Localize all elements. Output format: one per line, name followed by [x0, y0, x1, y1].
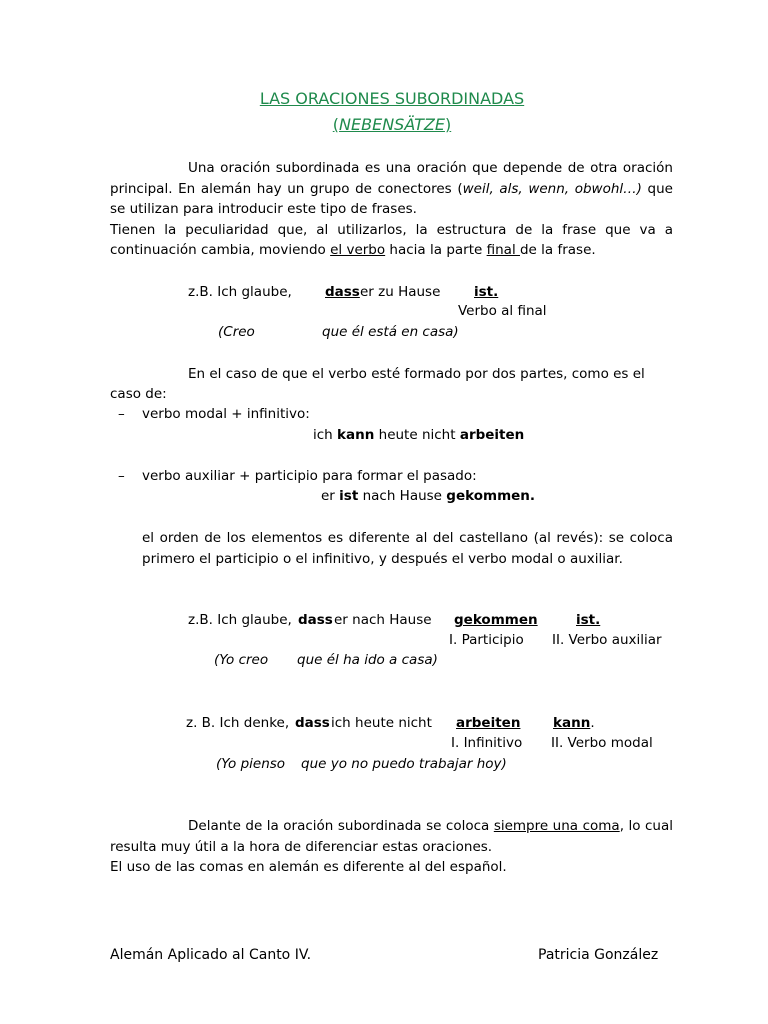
example2-conj: dass [298, 612, 333, 628]
example3-conj: dass [295, 715, 330, 731]
intro-text-b: que se utilizan para introducir este tipo de frases. [110, 180, 673, 217]
example2-aux: ist. [576, 612, 601, 628]
document-title: LAS ORACIONES SUBORDINADAS [259, 89, 525, 108]
example1-translation-b: que él está en casa) [322, 324, 459, 340]
connectors-list: weil, als, wenn, obwohl…) [462, 180, 642, 197]
comma-text-a: Delante de la oración subordinada se coloca [188, 818, 494, 834]
example2-label1: I. Participio [449, 632, 524, 648]
example3-modal [553, 717, 595, 731]
two-parts-text: En el caso de que el verbo esté formado por dos partes, como es el [188, 366, 645, 382]
example3-modal-word: kann [553, 715, 591, 731]
ex-verb: arbeiten [459, 427, 525, 443]
ex-word: heute nicht [374, 427, 460, 443]
list-item-1-example [313, 429, 524, 443]
example3-label2: II. Verbo modal [551, 735, 653, 751]
ex-word: nach Hause [358, 488, 447, 504]
example3-translation-b: que yo no puedo trabajar hoy) [301, 756, 507, 772]
comma-underlined: siempre una coma [493, 818, 620, 834]
intro-text-e: de la frase. [519, 242, 596, 258]
example1-prefix: z.B. Ich glaube, [188, 284, 292, 300]
order-note: el orden de los elementos es diferente al del castellano (al revés): se coloca primero el participio o el infinitivo, y después el verbo modal o auxiliar. [142, 530, 673, 567]
example1-middle: er zu Hause [360, 284, 441, 300]
example1-note: Verbo al final [458, 303, 547, 319]
example2-middle: er nach Hause [334, 612, 432, 628]
two-parts-line1 [110, 364, 673, 385]
subtitle-open: ( [332, 115, 340, 134]
comma-paragraph [110, 816, 673, 878]
example1-verb: ist. [474, 284, 499, 300]
example2-prefix: z.B. Ich glaube, [188, 612, 292, 628]
subtitle-word: NEBENSÄTZE [339, 115, 445, 134]
example1-translation-a: (Creo [218, 324, 255, 340]
example3-modal-period: . [590, 715, 595, 731]
example2-label2: II. Verbo auxiliar [552, 632, 662, 648]
list-item-2-example [321, 490, 535, 504]
list-item-2: verbo auxiliar + participio para formar el pasado: [142, 468, 477, 484]
list-item-1: verbo modal + infinitivo: [142, 406, 310, 422]
example3-middle: ich heute nicht [331, 715, 432, 731]
document-subtitle [0, 117, 768, 133]
example2-translation-b: que él ha ido a casa) [297, 652, 438, 668]
intro-text-c: Tienen la peculiaridad que, al utilizarlos, la estructura de la frase que va a continuación cambia, moviendo [110, 221, 673, 258]
ex-word: ich [313, 427, 338, 443]
example3-prefix: z. B. Ich denke, [186, 715, 290, 731]
intro-text-d: hacia la parte [385, 242, 487, 258]
ex-verb: gekommen. [446, 488, 536, 504]
footer-author: Patricia González [538, 947, 659, 963]
example2-participle: gekommen [454, 612, 538, 628]
example2-translation-a: (Yo creo [214, 652, 269, 668]
example1-conj: dass [325, 284, 360, 300]
verb-underlined: el verbo [330, 242, 386, 258]
ex-word: er [321, 488, 340, 504]
comma-text-c: El uso de las comas en alemán es diferente al del español. [110, 859, 507, 875]
comma-text-b: , lo cual resulta muy útil a la hora de diferenciar estas oraciones. [110, 818, 673, 855]
list-dash-2: – [118, 468, 125, 484]
intro-paragraph [110, 158, 673, 261]
example3-label1: I. Infinitivo [451, 735, 523, 751]
ex-verb: kann [337, 427, 375, 443]
intro-text-a: Una oración subordinada es una oración que depende de otra oración principal. En alemán hay un grupo de conectores ( [110, 160, 673, 197]
ex-verb: ist [339, 488, 359, 504]
two-parts-line2: caso de: [110, 386, 167, 402]
footer-course: Alemán Aplicado al Canto IV. [110, 947, 312, 963]
subtitle-close: ) [444, 115, 452, 134]
list-dash-1: – [118, 406, 125, 422]
example3-infinitive: arbeiten [456, 715, 521, 731]
example3-translation-a: (Yo pienso [216, 756, 286, 772]
final-underlined: final [486, 242, 520, 258]
